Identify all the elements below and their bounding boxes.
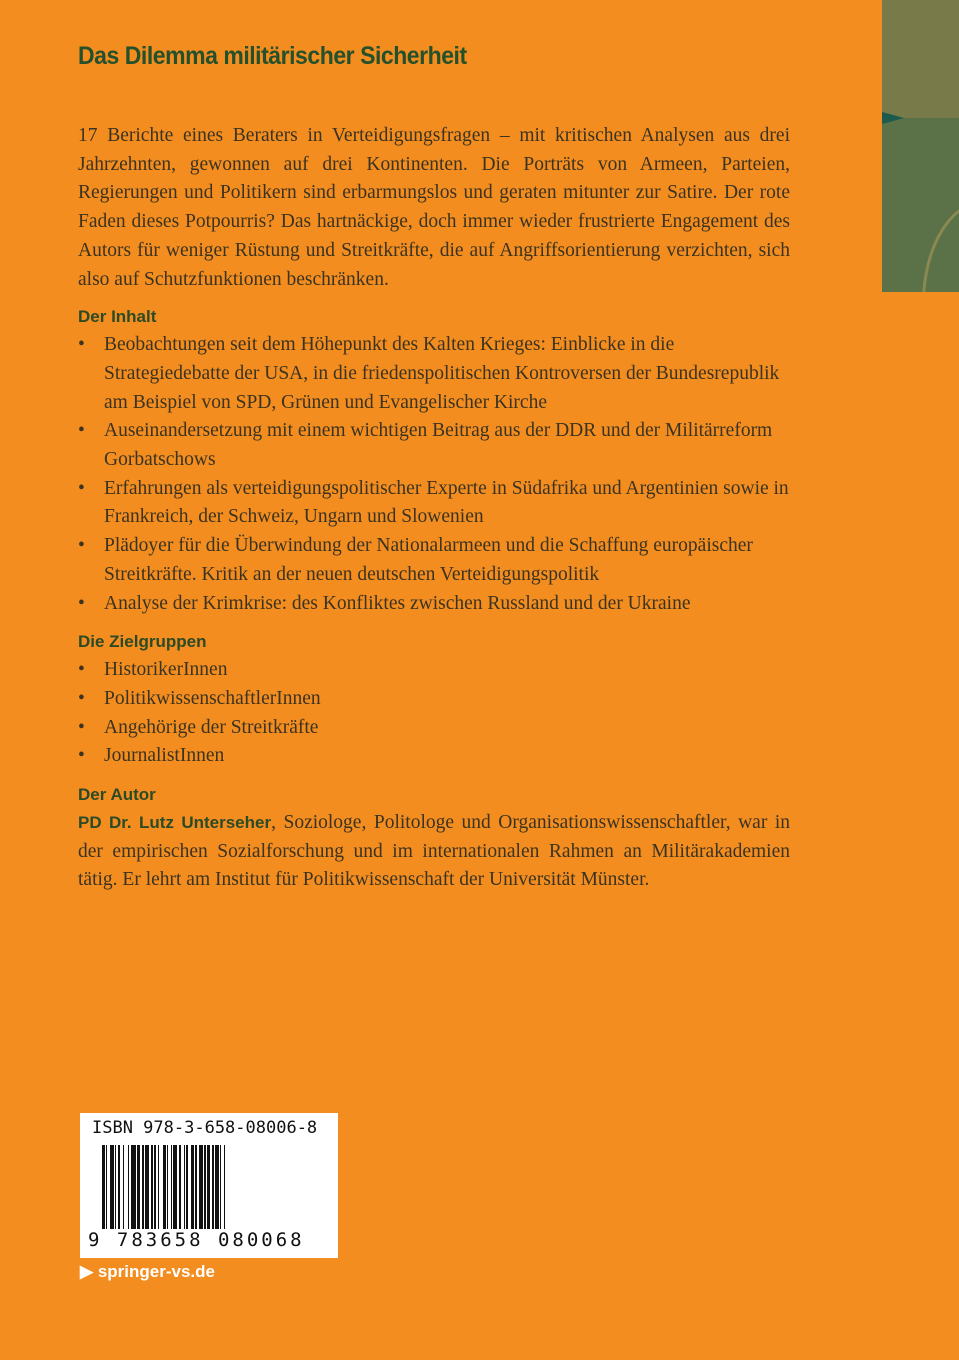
autor-heading: Der Autor [78, 785, 156, 805]
zielgruppen-heading: Die Zielgruppen [78, 632, 207, 652]
stripe-triangle [882, 112, 904, 124]
back-cover-text [78, 122, 790, 895]
list-item: • Erfahrungen als verteidigungspolitischer Experte in Südafrika und Argentinien sowie in Frankreich, der Schweiz, Ungarn und Slowenien [78, 475, 790, 532]
author-name: PD Dr. Lutz Unterseher [78, 813, 272, 833]
website-link[interactable] [80, 1262, 215, 1282]
list-item: • Angehörige der Streitkräfte [78, 714, 790, 743]
section-inhalt [78, 303, 790, 618]
isbn-barcode [80, 1113, 338, 1258]
list-item: • JournalistInnen [78, 742, 790, 771]
barcode-digits [88, 1229, 305, 1251]
section-autor [78, 781, 790, 895]
list-item: • PolitikwissenschaftlerInnen [78, 685, 790, 714]
list-item: • Auseinandersetzung mit einem wichtigen Beitrag aus der DDR und der Militärreform Gorbatschows [78, 417, 790, 474]
inhalt-heading: Der Inhalt [78, 307, 157, 327]
section-zielgruppen [78, 628, 790, 771]
autor-paragraph [78, 809, 790, 895]
list-item: • HistorikerInnen [78, 656, 790, 685]
list-item: • Plädoyer für die Überwindung der Nationalarmeen und die Schaffung europäischer Streitkräfte. Kritik an der neuen deutschen Verteidigungspolitik [78, 532, 790, 589]
author-bio: , Soziologe, Politologe und Organisationswissenschaftler, war in der empirischen Sozialforschung und im internationalen Rahmen an Militärakademien tätig. Er lehrt am Institut für Politikwissenschaft der Universität Münster. [78, 812, 790, 891]
barcode-bar [225, 1145, 228, 1241]
book-title: Das Dilemma militärischer Sicherheit [78, 42, 467, 70]
barcode-digits-text: 9 783658 080068 [88, 1229, 305, 1251]
stripe-arc [922, 200, 959, 292]
intro-paragraph: 17 Berichte eines Beraters in Verteidigungsfragen – mit kritischen Analysen aus drei Jahrzehnten, gewonnen auf drei Kontinenten. Die Porträts von Armeen, Parteien, Regierungen und Politikern sind erbarmungslos und geraten mitunter zur Satire. Der rote Faden dieses Potpourris? Das hartnäckige, doch immer wieder frustrierte Engagement des Autors für weniger Rüstung und Streitkräfte, die auf Angriffsorientierung verzichten, sich also auf Schutzfunktionen beschränken. [78, 125, 790, 290]
list-item: • Analyse der Krimkrise: des Konfliktes zwischen Russland und der Ukraine [78, 590, 790, 619]
barcode-bars [102, 1145, 332, 1241]
list-item: • Beobachtungen seit dem Höhepunkt des Kalten Krieges: Einblicke in die Strategiedebatte der USA, in die friedenspolitischen Kontroversen der Bundesrepublik am Beispiel von SPD, Grünen und Evangelischer Kirche [78, 331, 790, 417]
stripe-top [882, 0, 959, 118]
play-arrow-icon: ▶ [80, 1262, 94, 1281]
cover-art-stripe [882, 0, 959, 292]
isbn-text: ISBN 978-3-658-08006-8 [92, 1118, 318, 1138]
website-text: springer-vs.de [97, 1262, 215, 1281]
